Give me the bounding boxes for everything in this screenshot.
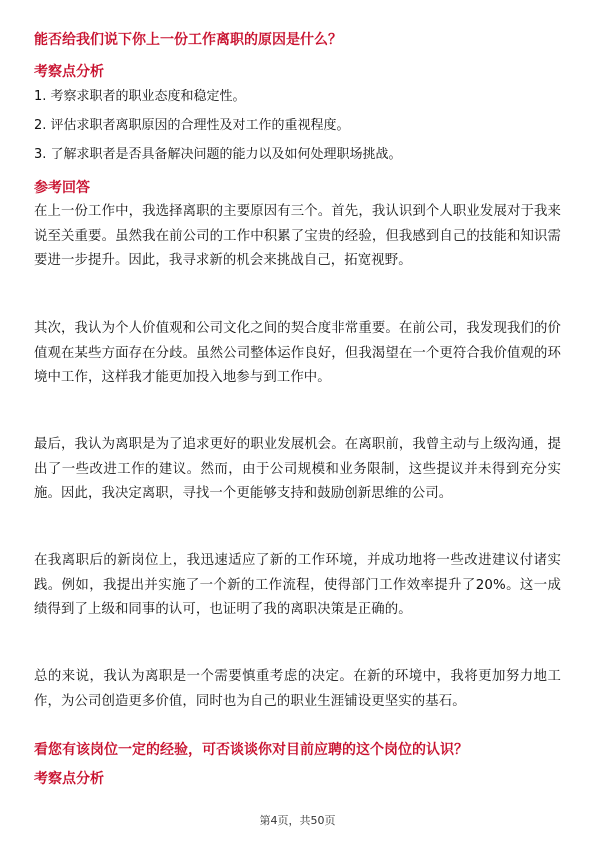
analysis-point-2: 2. 评估求职者离职原因的合理性及对工作的重视程度。 bbox=[34, 118, 350, 133]
answer-paragraph-5: 总的来说，我认为离职是一个需要慎重考虑的决定。在新的环境中，我将更加努力地工作，为公司创造更多价值，同时也为自己的职业生涯铺设更坚实的基石。 bbox=[34, 669, 561, 709]
answer-heading: 参考回答 bbox=[34, 180, 90, 196]
question-2-title: 看您有该岗位一定的经验，可否谈谈你对目前应聘的这个岗位的认识？ bbox=[34, 742, 468, 758]
answer-paragraph-1: 在上一份工作中，我选择离职的主要原因有三个。首先，我认识到个人职业发展对于我来说至关重要。虽然我在前公司的工作中积累了宝贵的经验，但我感到自己的技能和知识需要进一步提升。因此，我寻求新的机会来挑战自己，拓宽视野。 bbox=[34, 204, 561, 268]
analysis-point-1: 1. 考察求职者的职业态度和稳定性。 bbox=[34, 89, 246, 104]
page-number: 第4页，共50页 bbox=[259, 814, 336, 827]
question-1-title: 能否给我们说下你上一份工作离职的原因是什么？ bbox=[34, 32, 342, 48]
analysis-heading-2: 考察点分析 bbox=[34, 771, 104, 787]
analysis-point-3: 3. 了解求职者是否具备解决问题的能力以及如何处理职场挑战。 bbox=[34, 147, 402, 162]
answer-paragraph-4: 在我离职后的新岗位上，我迅速适应了新的工作环境，并成功地将一些改进建议付诸实践。例如，我提出并实施了一个新的工作流程，使得部门工作效率提升了20%。这一成绩得到了上级和同事的认可，也证明了我的离职决策是正确的。 bbox=[34, 553, 561, 617]
analysis-heading-1: 考察点分析 bbox=[34, 64, 104, 80]
answer-paragraph-3: 最后，我认为离职是为了追求更好的职业发展机会。在离职前，我曾主动与上级沟通，提出了一些改进工作的建议。然而，由于公司规模和业务限制，这些提议并未得到充分实施。因此，我决定离职，寻找一个更能够支持和鼓励创新思维的公司。 bbox=[34, 437, 561, 501]
answer-paragraph-2: 其次，我认为个人价值观和公司文化之间的契合度非常重要。在前公司，我发现我们的价值观在某些方面存在分歧。虽然公司整体运作良好，但我渴望在一个更符合我价值观的环境中工作，这样我才能更加投入地参与到工作中。 bbox=[34, 321, 561, 385]
